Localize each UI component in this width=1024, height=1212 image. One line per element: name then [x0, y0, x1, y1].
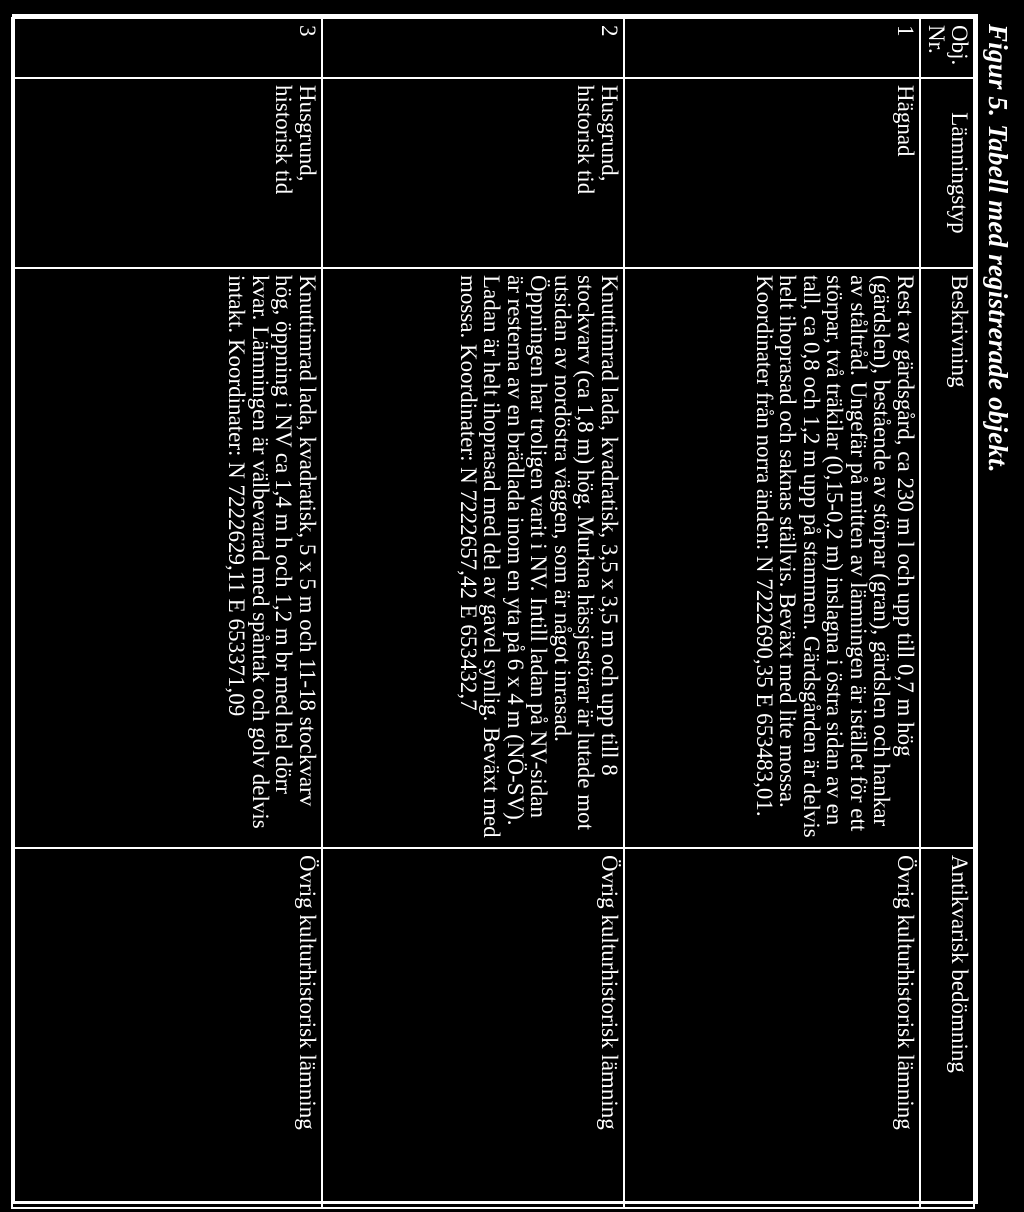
cell-type: Husgrund, historisk tid	[12, 78, 322, 268]
register-table-container	[12, 14, 978, 1204]
cell-description: Knuttimrad lada, kvadratisk, 5 x 5 m och 11-18 stockvarv hög, öppning i NV ca 1,4 m h och 1,2 m br med hel dörr kvar. Lämningen är välbevarad med spåntak och golv delvis intakt. Koordinater: N 7222629,11 E 653371,09	[12, 268, 322, 848]
cell-assessment: Övrig kulturhistorisk lämning	[12, 848, 322, 1208]
cell-description: Knuttimrad lada, kvadratisk, 3,5 x 3,5 m och upp till 8 stockvarv (ca 1,8 m) hög. Murkna hässjestörar är lutade mot utsidan av nordöstra väggen, som är något inrasad. Öppningen har troligen varit i NV. Intill ladan på NV-sidan är resterna av en brädlada inom en yta på 6 x 4 m (NÖ-SV). Ladan är helt ihoprasad med del av gavel synlig. Beväxt med mossa. Koordinater: N 7222657,42 E 653432,7	[322, 268, 624, 848]
cell-assessment: Övrig kulturhistorisk lämning	[322, 848, 624, 1208]
register-table	[11, 17, 975, 1209]
table-row	[12, 18, 322, 1208]
header-obj-nr: Obj. Nr.	[920, 18, 974, 78]
cell-type: Hägnad	[624, 78, 920, 268]
table-row	[322, 18, 624, 1208]
figure-caption: Figur 5. Tabell med registrerade objekt.	[983, 24, 1013, 473]
header-beskrivning: Beskrivning	[920, 268, 974, 848]
cell-nr: 1	[624, 18, 920, 78]
table-header-row	[920, 18, 974, 1208]
cell-description: Rest av gärdsgård, ca 230 m l och upp till 0,7 m hög (gärdslen), bestående av störpar (gran), gärdslen och hankar av ståltråd. Ungefär på mitten av lämningen är istället för ett störpar, två träkilar (0,15-0,2 m) inslagna i östra sidan av en tall, ca 0,8 och 1,2 m upp på stammen. Gärdsgården är delvis helt ihoprasad och saknas ställvis. Beväxt med lite mossa. Koordinater från norra änden: N 7222690,35 E 653483,01.	[624, 268, 920, 848]
table-row	[624, 18, 920, 1208]
header-lamningstyp: Lämningstyp	[920, 78, 974, 268]
cell-nr: 3	[12, 18, 322, 78]
header-antikvarisk-bedomning: Antikvarisk bedömning	[920, 848, 974, 1208]
cell-type: Husgrund, historisk tid	[322, 78, 624, 268]
cell-assessment: Övrig kulturhistorisk lämning	[624, 848, 920, 1208]
cell-nr: 2	[322, 18, 624, 78]
